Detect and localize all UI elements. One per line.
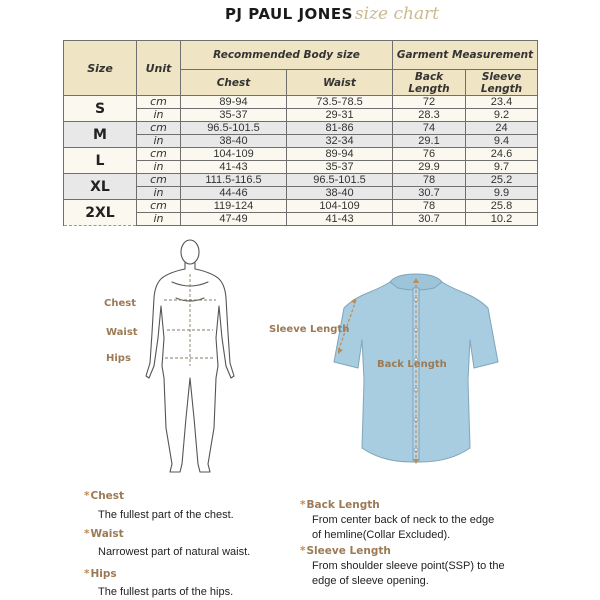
back-length-cell: 29.9 [393,161,466,174]
chest-cell: 41-43 [181,161,287,174]
note-chest-title [84,490,124,502]
unit-cell: in [137,213,181,226]
unit-cell: cm [137,148,181,161]
chest-cell: 47-49 [181,213,287,226]
waist-cell: 35-37 [287,161,393,174]
table-row [64,174,538,187]
note-waist-desc: Narrowest part of natural waist. [98,546,251,558]
brand-script: size chart [354,4,440,24]
waist-cell: 81-86 [287,122,393,135]
header-sleeve-length: Sleeve Length [466,70,538,96]
back-length-cell: 28.3 [393,109,466,122]
size-label: 2XL [64,200,137,226]
note-waist-title [84,528,124,540]
header-garment-group: Garment Measurement [393,41,538,70]
note-hips-desc: The fullest parts of the hips. [98,586,234,598]
header-unit: Unit [137,41,181,96]
sleeve-length-cell: 24 [466,122,538,135]
table-row [64,122,538,135]
header-waist: Waist [287,70,393,96]
sleeve-length-cell: 25.8 [466,200,538,213]
asterisk-icon: * [300,545,306,557]
unit-cell: in [137,187,181,200]
note-sleeve-length-desc-line-1: From shoulder sleeve point(SSP) to the [312,560,505,572]
figure-label-back-length: Back Length [377,359,447,370]
back-length-cell: 78 [393,200,466,213]
waist-cell: 32-34 [287,135,393,148]
note-back-length-desc-line-1: From center back of neck to the edge [312,514,495,526]
chest-cell: 96.5-101.5 [181,122,287,135]
chest-cell: 119-124 [181,200,287,213]
chest-cell: 35-37 [181,109,287,122]
table-row [64,200,538,213]
note-back-length-title [300,499,380,511]
unit-cell: in [137,161,181,174]
sleeve-length-cell: 10.2 [466,213,538,226]
sleeve-length-cell: 9.4 [466,135,538,148]
sleeve-length-cell: 25.2 [466,174,538,187]
figure-label-sleeve-length: Sleeve Length [269,324,350,335]
sleeve-length-cell: 9.9 [466,187,538,200]
note-back-length-desc-line-2: of hemline(Collar Excluded). [312,529,451,541]
waist-cell: 29-31 [287,109,393,122]
brand-header [0,4,600,36]
size-chart-table [63,40,538,226]
sleeve-length-cell: 9.7 [466,161,538,174]
figure-label-chest: Chest [104,298,136,309]
note-chest-desc: The fullest part of the chest. [98,509,234,521]
size-label: L [64,148,137,174]
sleeve-length-cell: 24.6 [466,148,538,161]
header-body-group: Recommended Body size [181,41,393,70]
unit-cell: cm [137,122,181,135]
asterisk-icon: * [84,490,90,502]
body-outline-icon [140,238,240,478]
chest-cell: 89-94 [181,96,287,109]
unit-cell: cm [137,174,181,187]
note-hips-title [84,568,117,580]
chest-cell: 111.5-116.5 [181,174,287,187]
unit-cell: in [137,109,181,122]
header-size: Size [64,41,137,96]
note-sleeve-length-title-text: Sleeve Length [306,545,391,557]
back-length-cell: 76 [393,148,466,161]
table-row [64,148,538,161]
back-length-cell: 30.7 [393,187,466,200]
size-label: S [64,96,137,122]
back-length-cell: 29.1 [393,135,466,148]
back-length-cell: 74 [393,122,466,135]
chest-cell: 44-46 [181,187,287,200]
header-back-length: Back Length [393,70,466,96]
sleeve-length-cell: 23.4 [466,96,538,109]
asterisk-icon: * [300,499,306,511]
sleeve-length-cell: 9.2 [466,109,538,122]
asterisk-icon: * [84,568,90,580]
back-length-cell: 78 [393,174,466,187]
brand-name: PJ PAUL JONES [224,5,353,23]
unit-cell: cm [137,200,181,213]
waist-cell: 89-94 [287,148,393,161]
unit-cell: in [137,135,181,148]
chest-cell: 38-40 [181,135,287,148]
waist-cell: 38-40 [287,187,393,200]
size-label: XL [64,174,137,200]
asterisk-icon: * [84,528,90,540]
waist-cell: 41-43 [287,213,393,226]
table-row [64,96,538,109]
note-chest-title-text: Chest [90,490,125,502]
note-back-length-title-text: Back Length [306,499,380,511]
note-waist-title-text: Waist [90,528,124,540]
unit-cell: cm [137,96,181,109]
back-length-cell: 30.7 [393,213,466,226]
figure-label-waist: Waist [106,327,138,338]
note-sleeve-length-title [300,545,391,557]
note-sleeve-length-desc-line-2: edge of sleeve opening. [312,575,429,587]
size-label: M [64,122,137,148]
header-chest: Chest [181,70,287,96]
note-hips-title-text: Hips [90,568,117,580]
waist-cell: 73.5-78.5 [287,96,393,109]
waist-cell: 104-109 [287,200,393,213]
back-length-cell: 72 [393,96,466,109]
figure-label-hips: Hips [106,353,131,364]
waist-cell: 96.5-101.5 [287,174,393,187]
chest-cell: 104-109 [181,148,287,161]
